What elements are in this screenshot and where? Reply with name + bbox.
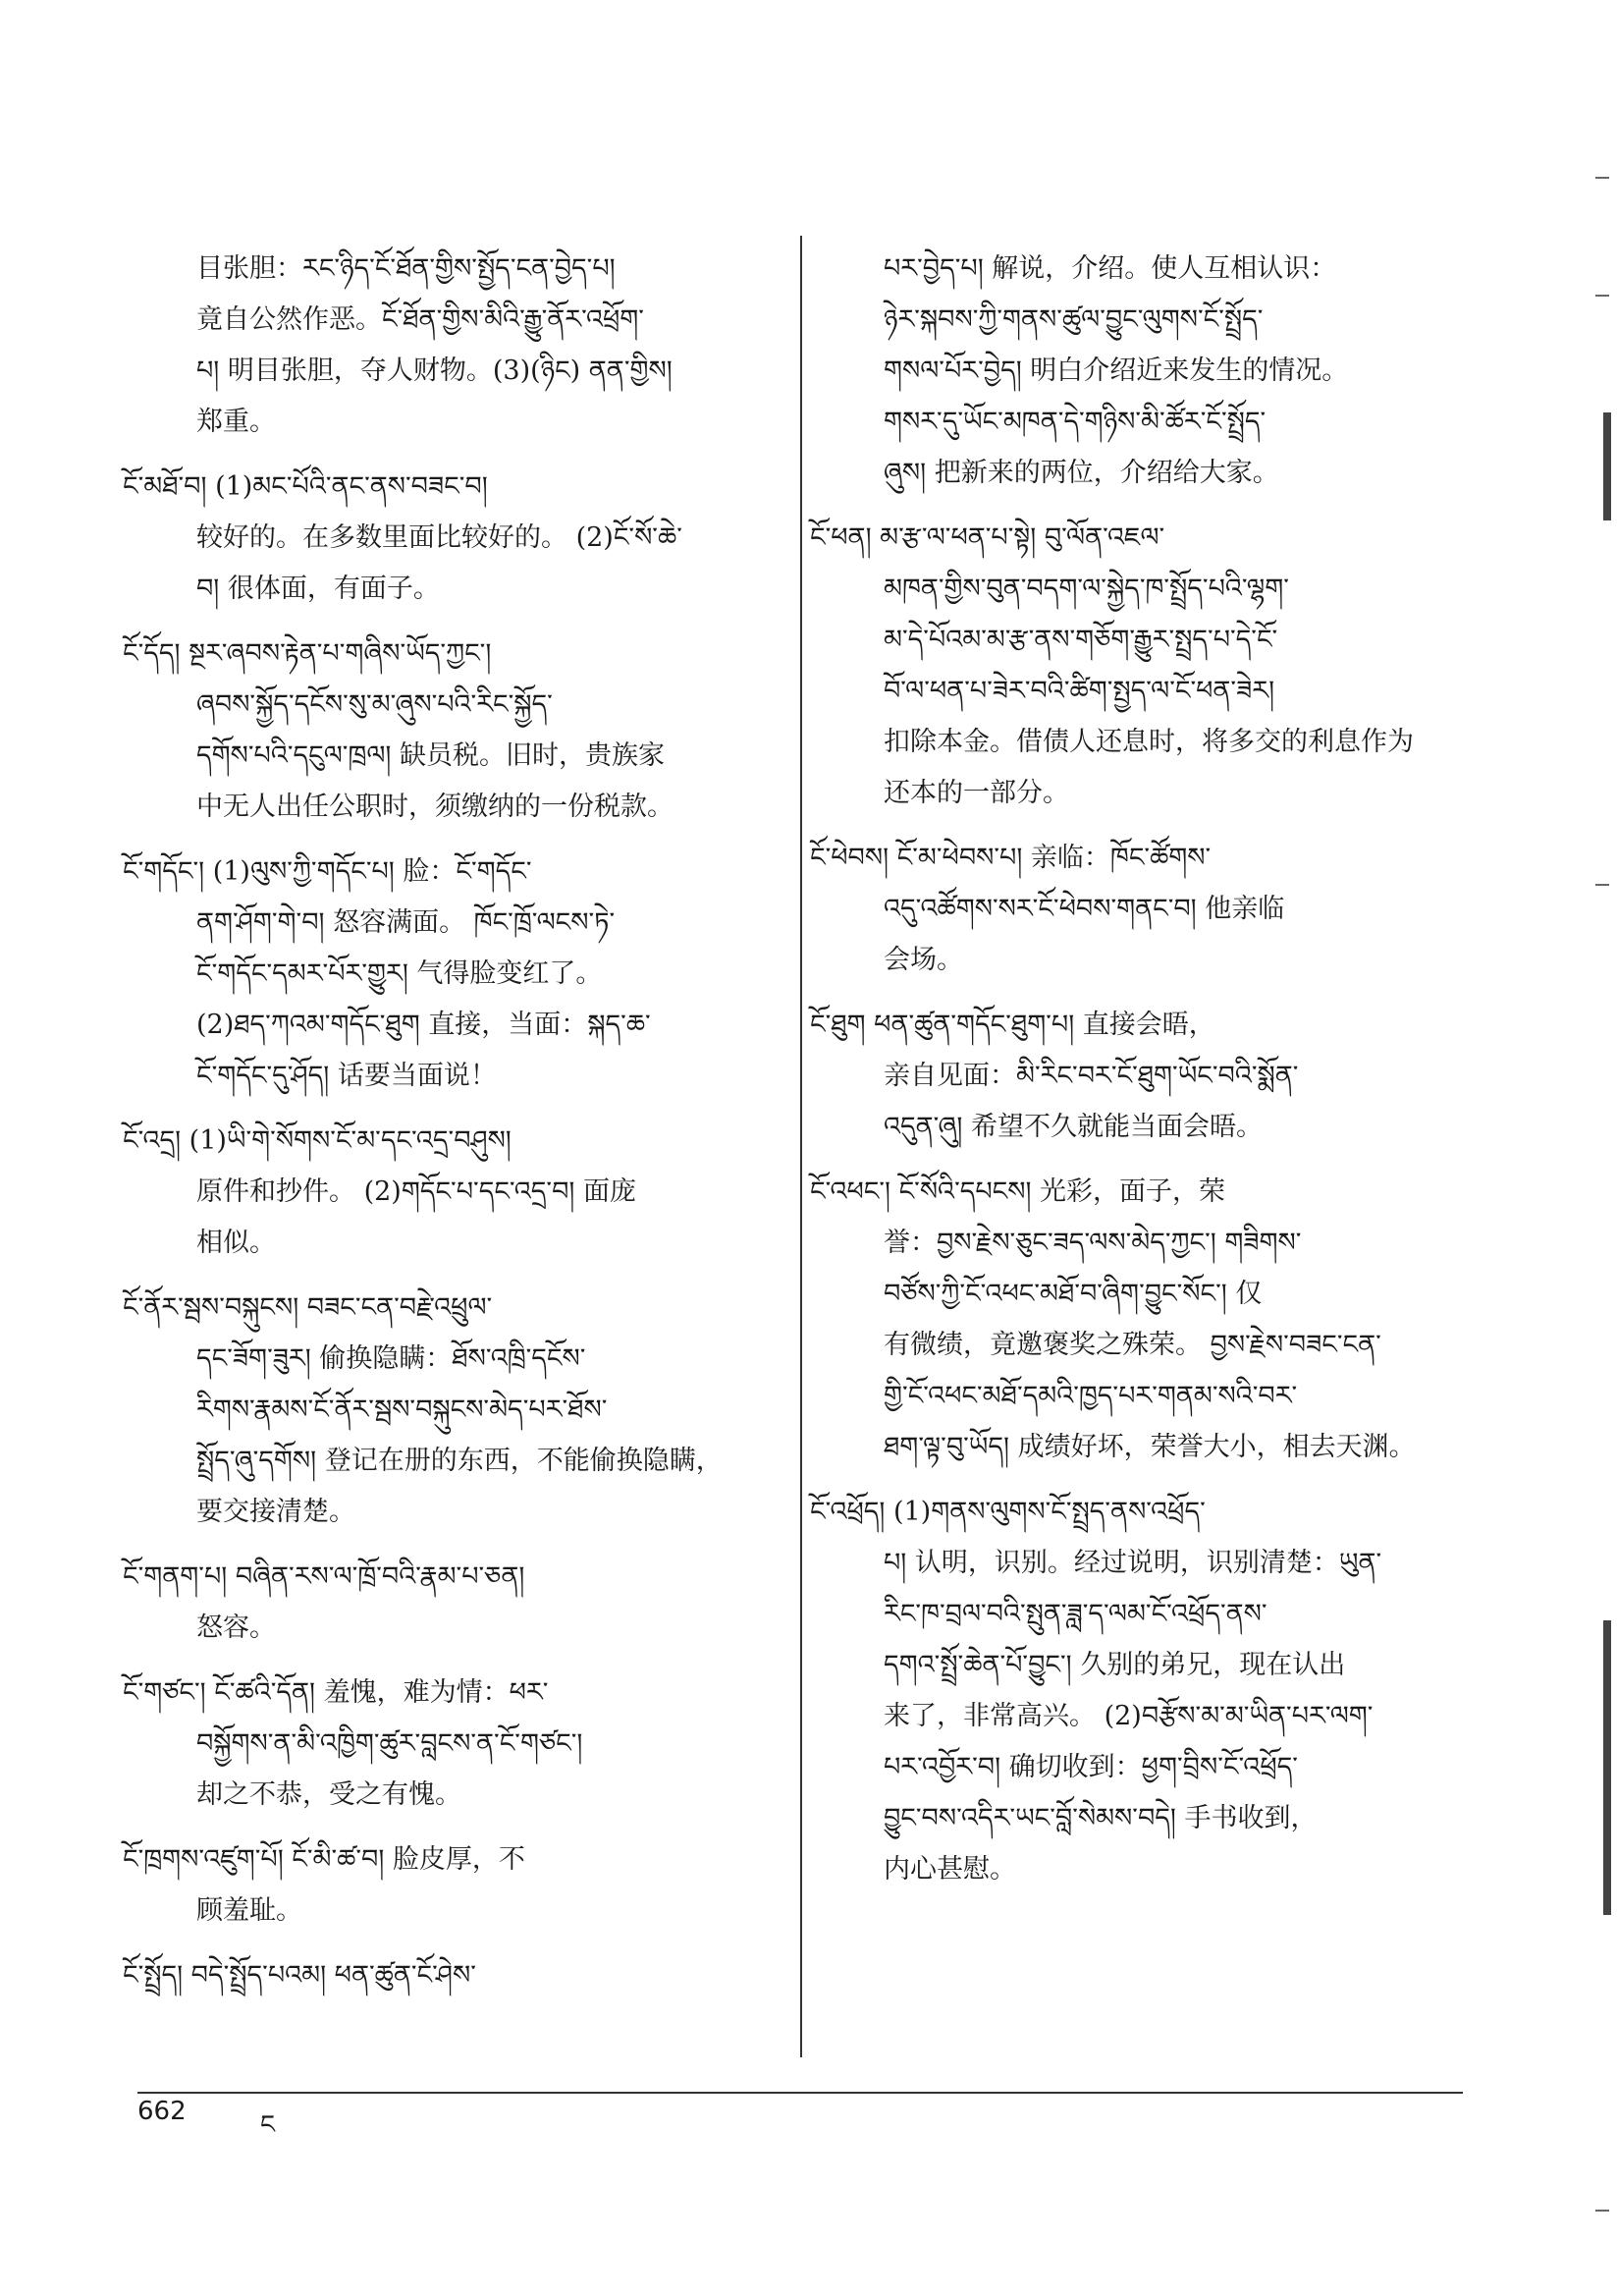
dictionary-entry [810, 1167, 1492, 1473]
entry-line: ཞུས། 把新来的两位，介绍给大家。 [884, 458, 1279, 488]
entry-line: དང་ཟོག་ཟུར། 偷换隐瞒：ཐོས་འཁྲི་དངོས་ [196, 1343, 586, 1374]
entry-line: ངོ་སྤྲོད། བདེ་སྤྲོད་པའམ། ཕན་ཚུན་ངོ་ཤེས་ [123, 1960, 476, 1991]
entry-line: པར་འབྱོར་བ། 确切收到：ཕྱག་བྲིས་ངོ་འཕྲོད་ [884, 1752, 1298, 1782]
entry-line: འདུ་འཚོགས་སར་ངོ་ཕེབས་གནང་བ། 他亲临 [884, 894, 1285, 924]
section-letter: ང [260, 2110, 276, 2140]
dictionary-entry [810, 513, 1492, 819]
entry-line: དགོས་པའི་དངུལ་ཁྲལ། 缺员税。旧时，贵族家 [196, 740, 666, 771]
dictionary-entry [123, 1667, 805, 1821]
entry-line: རིང་ཁ་བྲལ་བའི་སྤུན་ཟླ་ད་ལམ་ངོ་འཕྲོད་ནས་ [884, 1599, 1267, 1629]
entry-line: པར་བྱེད་པ། 解说，介绍。使人互相认识： [884, 253, 1337, 284]
entry-line: མ་དེ་པོའམ་མ་རྩ་ནས་གཅོག་རྒྱུར་སྤྲད་པ་དེ་ངོ་ [884, 625, 1278, 655]
entry-line: རིགས་རྣམས་ངོ་ནོར་སྦས་བསྐུངས་མེད་པར་ཐོས་ [196, 1394, 608, 1425]
entry-line: ངོ་ཐུག ཕན་ཚུན་གདོང་ཐུག་པ། 直接会晤， [810, 1010, 1215, 1040]
entry-line: ངོ་འཕང་། ངོ་སོའི་དཔངས། 光彩，面子，荣 [810, 1176, 1226, 1207]
dictionary-entry [810, 1487, 1492, 1895]
entry-line: 来了，非常高兴。 (2)བརྩོས་མ་མ་ཡིན་པར་ལག་ [884, 1701, 1374, 1731]
entry-line: 较好的。在多数里面比较好的。 (2)ངོ་སོ་ཆེ་ [196, 522, 682, 553]
dictionary-entry [123, 1116, 805, 1269]
entry-line: ངོ་མཐོ་བ། (1)མང་པོའི་ནང་ནས་བཟང་བ། [123, 471, 488, 502]
entry-line: ངོ་གནག་པ། བཞིན་རས་ལ་ཁྲོ་བའི་རྣམ་པ་ཅན། [123, 1561, 525, 1592]
entry-line: གསར་དུ་ཡོང་མཁན་དེ་གཉིས་མི་ཚོར་ངོ་སྤྲོད་ [884, 407, 1267, 437]
entry-line: བ། 很体面，有面子。 [196, 574, 440, 604]
entry-line: 会场。 [884, 945, 963, 975]
entry-line: 中无人出任公职时，须缴纳的一份税款。 [196, 792, 674, 822]
entry-line: ངོ་དོད། སྔར་ཞབས་རྟེན་པ་གཞིས་ཡོད་ཀྱང་། [123, 638, 492, 669]
entry-line: 内心甚慰。 [884, 1854, 1016, 1885]
entry-line: ཉེར་སྐབས་ཀྱི་གནས་ཚུལ་བྱུང་ལུགས་ངོ་སྤྲོད་ [884, 304, 1264, 335]
left-column [123, 244, 805, 2015]
dictionary-entry [123, 1950, 805, 2001]
entry-continuation [196, 244, 805, 448]
entry-line: 要交接清楚。 [196, 1497, 355, 1527]
entry-line: ངོ་གདོང་དམར་པོར་གྱུར། 气得脸变红了。 [196, 958, 603, 989]
entry-line: ནག་ཤོག་གེ་བ། 怒容满面。 ཁོང་ཁྲོ་ལངས་ཏེ་ [196, 907, 616, 938]
entry-line: བོ་ལ་ཕན་པ་ཟེར་བའི་ཚིག་སྤྱད་ལ་ངོ་ཕན་ཟེར། [884, 676, 1275, 706]
entry-line: ངོ་ཕན། མ་རྩ་ལ་ཕན་པ་སྟེ། བུ་ལོན་འཇལ་ [810, 522, 1165, 553]
entry-line: 郑重。 [196, 407, 276, 437]
entry-line: 竟自公然作恶。ངོ་ཐོན་གྱིས་མིའི་རྒྱུ་ནོར་འཕྲོག་ [196, 304, 644, 335]
dictionary-entry [123, 1283, 805, 1538]
entry-continuation [884, 244, 1492, 499]
entry-line: མཁན་གྱིས་བུན་བདག་ལ་སྐྱེད་ཁ་སྤྲོད་པའི་ལྷག་ [884, 574, 1289, 604]
entry-line: (2)ཐད་ཀའམ་གདོང་ཐུག 直接，当面：སྐད་ཆ་ [196, 1010, 651, 1040]
entry-line: 原件和抄件。 (2)གདོང་པ་དང་འདྲ་བ། 面庞 [196, 1176, 636, 1207]
entry-line: 相似。 [196, 1228, 276, 1258]
entry-line: འདུན་ཞུ། 希望不久就能当面会晤。 [884, 1112, 1263, 1142]
footer-rule [137, 2092, 1463, 2094]
entry-line: ངོ་འདྲ། (1)ཡི་གེ་སོགས་ངོ་མ་དང་འདྲ་བཤུས། [123, 1125, 512, 1156]
entry-line: པ། 认明，识别。经过说明，识别清楚：ཡུན་ [884, 1548, 1382, 1578]
dictionary-entry [810, 833, 1492, 986]
dictionary-entry [810, 1000, 1492, 1153]
entry-line: ངོ་གདོང་། (1)ལུས་ཀྱི་གདོང་པ། 脸：ངོ་གདོང་ [123, 856, 532, 887]
dictionary-entry [123, 629, 805, 833]
entry-line: 誉：བྱས་རྗེས་ཅུང་ཟད་ལས་མེད་ཀྱང་། གཟིགས་ [884, 1228, 1302, 1258]
right-column [810, 244, 1492, 1909]
page-number: 662 [137, 2097, 187, 2126]
dictionary-entry [123, 462, 805, 615]
dictionary-entry [123, 847, 805, 1102]
entry-line: 有微绩，竟邀褒奖之殊荣。 བྱས་རྗེས་བཟང་ངན་ [884, 1330, 1381, 1360]
entry-line: སྤྲོད་ཞུ་དགོས། 登记在册的东西，不能偷换隐瞒， [196, 1446, 723, 1476]
entry-line: ངོ་གཙང་། ངོ་ཚའི་དོན། 羞愧，难为情：ཕར་ [123, 1677, 549, 1708]
entry-line: 还本的一部分。 [884, 778, 1069, 808]
dictionary-entry [123, 1552, 805, 1654]
entry-line: བཙོས་ཀྱི་ངོ་འཕང་མཐོ་བ་ཞིག་བྱུང་སོང་། 仅 [884, 1279, 1263, 1309]
entry-line: ཞབས་སྐྱོད་དངོས་སུ་མ་ཞུས་པའི་རིང་སྐྱོད་ [196, 689, 553, 720]
entry-line: 怒容。 [196, 1613, 276, 1643]
entry-line: 目张胆：རང་ཉིད་ངོ་ཐོན་གྱིས་སྤྱོད་ངན་བྱེད་པ། [196, 253, 616, 284]
entry-line: 亲自见面：མི་རིང་བར་ངོ་ཐུག་ཡོང་བའི་སྨོན་ [884, 1061, 1299, 1091]
dictionary-entry [123, 1834, 805, 1937]
entry-line: ངོ་ཕེབས། ངོ་མ་ཕེབས་པ། 亲临：ཁོང་ཚོགས་ [810, 843, 1212, 873]
entry-line: ངོ་ནོར་སྦས་བསྐུངས། བཟང་ངན་བརྗེ་འཕྲུལ་ [123, 1292, 493, 1323]
entry-line: པ། 明目张胆，夺人财物。(3)(ཉིང) ནན་གྱིས། [196, 355, 673, 386]
entry-line: 却之不恭，受之有愧。 [196, 1779, 461, 1810]
entry-line: ངོ་གདོང་དུ་ཤོད། 话要当面说！ [196, 1061, 497, 1091]
entry-line: ངོ་ཁྲགས་འཛུག་པོ། ངོ་མི་ཚ་བ། 脸皮厚，不 [123, 1844, 525, 1875]
entry-line: བྱུང་བས་འདིར་ཡང་བློ་སེམས་བདེ། 手书收到， [884, 1803, 1318, 1833]
entry-line: གྱི་ངོ་འཕང་མཐོ་དམའི་ཁྱད་པར་གནམ་སའི་བར་ [884, 1381, 1298, 1411]
entry-line: ངོ་འཕྲོད། (1)གནས་ལུགས་ངོ་སྤྲད་ནས་འཕྲོད་ [810, 1497, 1206, 1527]
scan-edge-marks [1590, 0, 1617, 2296]
entry-line: 扣除本金。借债人还息时，将多交的利息作为 [884, 727, 1414, 757]
entry-line: ཐག་ལྟ་བུ་ཡོད། 成绩好坏，荣誉大小，相去天渊。 [884, 1432, 1416, 1462]
entry-line: གསལ་པོར་བྱེད། 明白介绍近来发生的情况。 [884, 355, 1349, 386]
entry-line: 顾羞耻。 [196, 1895, 302, 1926]
entry-line: དགའ་སྤྲོ་ཆེན་པོ་བྱུང་། 久别的弟兄，现在认出 [884, 1650, 1346, 1680]
entry-line: བསྐྱོགས་ན་མི་འཁྱིག་ཚུར་བླངས་ན་ངོ་གཙང་། [196, 1728, 583, 1759]
